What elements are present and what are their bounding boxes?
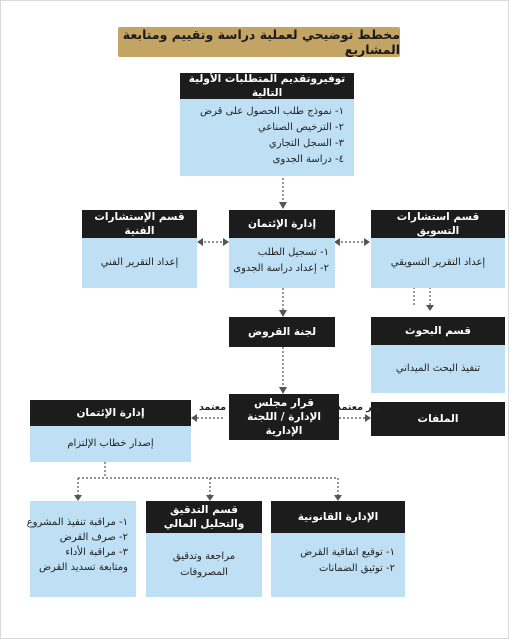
legal-item: ١- توقيع اتفاقية القرض [300,547,395,558]
credit-admin-item: ٢- إعداد دراسة الجدوى [233,263,329,274]
legal-item: ٢- توثيق الضمانات [319,563,395,574]
not-approved-label: غير معتمد [336,402,383,413]
followup-box [26,501,136,597]
marketing-body: إعداد التقرير التسويقي [371,238,505,288]
technical-body: إعداد التقرير الفني [82,238,197,288]
requirements-box [180,73,354,176]
research-title: قسم البحوث [371,317,505,345]
requirements-title: توفيروتقديم المتطلبات الأولية التالية [180,73,354,99]
credit-admin-list [229,238,335,288]
requirements-list [180,99,354,176]
credit-admin-2-title: إدارة الإئتمان [30,400,191,426]
research-body: تنفيذ البحث الميداني [371,345,505,393]
technical-title: قسم الإستشارات الفنية [82,210,197,238]
requirement-item: ٣- السجل التجاري [268,138,344,149]
audit-title: قسم التدقيق والتحليل المالي [146,501,262,533]
credit-admin-2-body: إصدار خطاب الإلتزام [30,426,191,462]
followup-item: ٢- صرف القرض [59,532,128,543]
followup-item: ٣- مراقبة الأداء ومتابعة تسديد القرض [38,547,128,573]
approved-label: معتمد [199,402,226,413]
files-box: الملفات [371,402,505,436]
credit-admin-box [229,210,335,288]
diagram-title: مخطط توضيحي لعملية دراسة وتقييم ومتابعة المشاريع [118,27,400,57]
research-box [371,317,505,393]
loans-committee: لجنة القروض [229,317,335,347]
requirement-item: ٢- الترخيص الصناعي [257,122,344,133]
audit-body: مراجعة وتدقيق المصروفات [146,533,262,597]
technical-box [82,210,197,288]
legal-list [271,533,405,597]
legal-title: الإدارة القانونية [271,501,405,533]
board-decision: قرار مجلس الإدارة / اللجنة الإدارية [229,394,339,440]
credit-admin-title: إدارة الإئتمان [229,210,335,238]
audit-box [146,501,262,597]
followup-item: ١- مراقبة تنفيذ المشروع [26,517,128,528]
requirement-item: ٤- دراسة الجدوى [272,154,344,165]
marketing-box [371,210,505,288]
credit-admin-item: ١- تسجيل الطلب [257,247,329,258]
legal-box [271,501,405,597]
requirement-item: ١- نموذج طلب الحصول على قرض [200,106,344,117]
marketing-title: قسم استشارات التسويق [371,210,505,238]
followup-list [26,501,136,597]
credit-admin-2-box [30,400,191,462]
